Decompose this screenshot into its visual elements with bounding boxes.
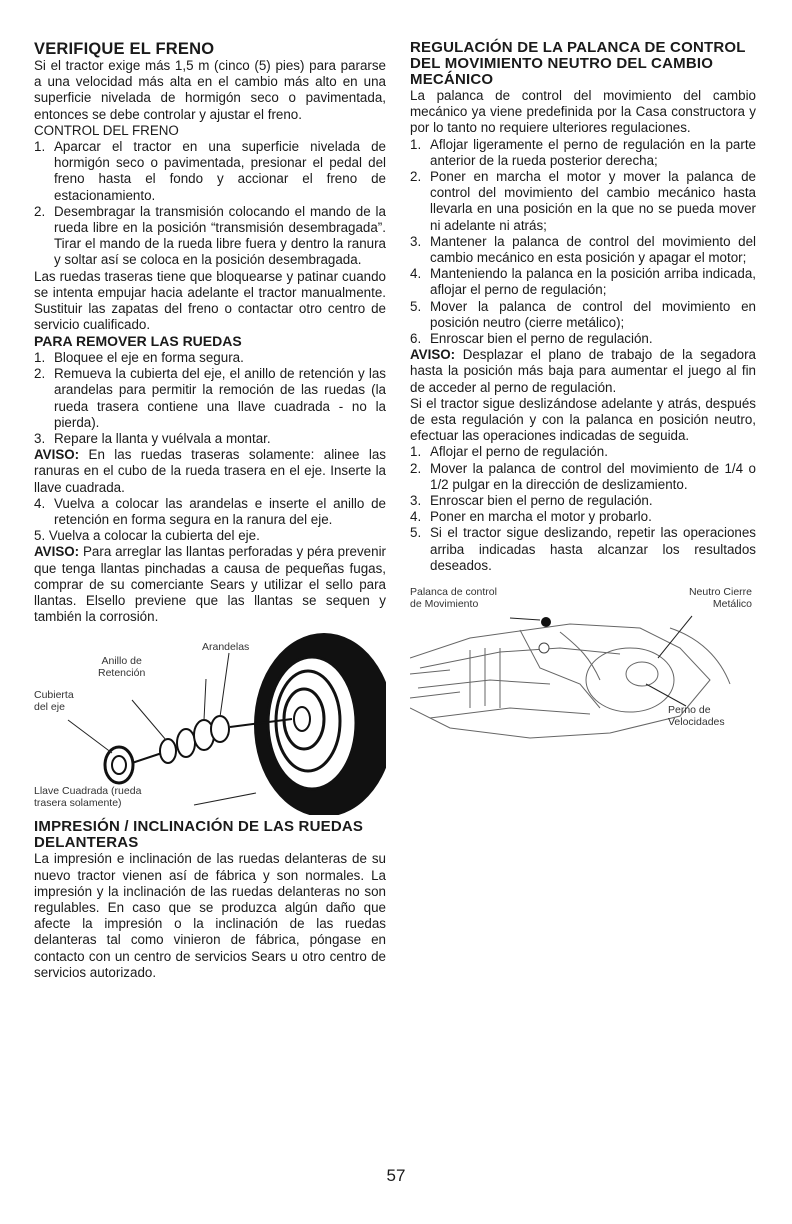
label-anillo-retencion: Anillo de Retención — [98, 655, 146, 680]
remover-step-number: 3. — [34, 430, 46, 446]
regulacion-step2-text: Mover la palanca de control del movimiento de 1/4 o 1/2 pulgar en la dirección de deslizamiento. — [430, 460, 756, 492]
control-step-text: Aparcar el tractor en una superficie nivelada de hormigón seco o pavimentada, presionar el pedal del freno hasta el fondo y accionar el freno de estacionamiento. — [54, 139, 386, 203]
freno-intro: Si el tractor exige más 1,5 m (cinco (5) pies) para pararse a una velocidad más alta en el cambio más alto en una superficie nivelada de hormigón seco o pavimentada, entonces se debe controlar y ajustar el freno. — [34, 58, 386, 122]
control-steps-list — [34, 139, 386, 269]
label-neutro-cierre: Neutro Cierre Metálico — [688, 586, 752, 611]
tire-illustration — [254, 633, 386, 815]
regulacion-step2-number: 1. — [410, 444, 422, 460]
page-number: 57 — [386, 1166, 406, 1185]
control-step-item — [34, 204, 386, 269]
aviso-1 — [34, 447, 386, 496]
remover-step-4-text: Vuelva a colocar las arandelas e inserte el anillo de retención en forma segura en la ranura del eje. — [54, 495, 386, 527]
regulacion-steps2-list — [410, 444, 756, 574]
regulacion-step2-text: Si el tractor sigue deslizando, repetir las operaciones arriba indicadas hasta alcanzar los resultados deseados. — [430, 525, 756, 573]
regulacion-step-text: Poner en marcha el motor y mover la palanca de control del movimiento del cambio mecánico hasta llevarla en una posición en la que no se pueda mover ni adelante ni atrás; — [430, 169, 756, 233]
regulacion-step2-number: 3. — [410, 493, 422, 509]
regulacion-followup: Si el tractor sigue deslizándose adelante y atrás, después de esta regulación y con la palanca en posición neutro, efectuar las operaciones indicadas de seguida. — [410, 395, 756, 444]
control-step-number: 2. — [34, 203, 46, 219]
regulacion-step2-text: Aflojar el perno de regulación. — [430, 444, 608, 460]
label-arandelas: Arandelas — [202, 641, 250, 654]
regulacion-step2-item — [410, 444, 756, 460]
aviso-1-label: AVISO: — [34, 447, 80, 463]
regulacion-step-text: Enroscar bien el perno de regulación. — [430, 331, 653, 347]
lever-figure — [410, 588, 756, 748]
control-step-number: 1. — [34, 139, 46, 155]
regulacion-steps-list — [410, 137, 756, 348]
remover-step-number: 2. — [34, 366, 46, 382]
aviso-2-text: Para arreglar las llantas perforadas y péra prevenir que tenga llantas pinchadas a causa de pequeñas fugas, comprar de su comerciante Sears y utilizar el sello para llantas. Elsello previene que las llantas se sequen y también la corrosión. — [34, 544, 386, 625]
remover-step-text: Bloquee el eje en forma segura. — [54, 349, 244, 365]
leader-lines — [510, 616, 692, 706]
regulacion-step-number: 4. — [410, 266, 422, 282]
regulacion-step-number: 3. — [410, 233, 422, 249]
remover-step-item — [34, 431, 386, 447]
regulacion-intro: La palanca de control del movimiento del cambio mecánico ya viene predefinida por la Casa constructora y por lo tanto no requiere ulteriores regulaciones. — [410, 88, 756, 136]
aviso-3 — [410, 347, 756, 396]
remover-title: PARA REMOVER LAS RUEDAS — [34, 333, 242, 350]
label-cubierta-eje: Cubierta del eje — [34, 689, 74, 714]
regulacion-step-item — [410, 137, 756, 169]
remover-step-text: Repare la llanta y vuélvala a montar. — [54, 430, 271, 446]
regulacion-step2-number: 5. — [410, 525, 422, 541]
control-step-text: Desembragar la transmisión colocando el mando de la rueda libre en la posición “transmisión desembragada”. Tirar el mando de la rueda libre fuera y dentro la ranura y soltar así se coloca en la posición desembragada. — [54, 203, 386, 268]
remover-steps-list — [34, 350, 386, 447]
remover-step-4-number: 4. — [34, 495, 46, 511]
label-llave-cuadrada: Llave Cuadrada (rueda trasera solamente) — [34, 785, 142, 810]
wheel-figure — [34, 625, 386, 815]
aviso-3-label: AVISO: — [410, 347, 456, 363]
regulacion-step-item — [410, 169, 756, 234]
impresion-text: La impresión e inclinación de las ruedas delanteras de su nuevo tractor vienen así de fábrica y son normales. La impresión y la inclinación de las ruedas delanteras no son regulables. En caso que se produzca algún daño que afecte la impresión o la inclinación de las ruedas delanteras tal como vinieron de fábrica, póngase en contacto con un centro de servicios Sears u otro centro de servicios autorizado. — [34, 851, 386, 980]
remover-step-text: Remueva la cubierta del eje, el anillo de retención y las arandelas para permitir la remoción de las ruedas (la rueda trasera contiene una llave cuadrada - no la pierda). — [54, 366, 386, 430]
regulacion-step-number: 6. — [410, 331, 422, 347]
impresion-title: IMPRESIÓN / INCLINACIÓN DE LAS RUEDAS DELANTERAS — [34, 818, 364, 852]
freno-title: VERIFIQUE EL FRENO — [34, 40, 215, 58]
control-title: CONTROL DEL FRENO — [34, 122, 179, 138]
regulacion-step-number: 2. — [410, 169, 422, 185]
regulacion-step-item — [410, 331, 756, 347]
regulacion-step2-item — [410, 525, 756, 574]
control-step-item — [34, 139, 386, 204]
right-column — [410, 40, 756, 748]
regulacion-step2-item — [410, 493, 756, 509]
regulacion-step-text: Mover la palanca de control del movimiento en posición neutro (cierre metálico); — [430, 298, 756, 330]
lever-knob — [541, 617, 551, 627]
regulacion-step2-text: Poner en marcha el motor y probarlo. — [430, 509, 652, 525]
regulacion-step-text: Mantener la palanca de control del movimiento del cambio mecánico en esta posición y apagar el motor; — [430, 233, 756, 266]
regulacion-step-item — [410, 234, 756, 266]
regulacion-title: REGULACIÓN DE LA PALANCA DE CONTROL DEL MOVIMIENTO NEUTRO DEL CAMBIO MECÁNICO — [410, 39, 746, 88]
regulacion-step2-number: 4. — [410, 509, 422, 525]
regulacion-step-item — [410, 266, 756, 298]
label-perno-velocidades: Perno de Velocidades — [668, 704, 725, 729]
remover-step-5: 5. Vuelva a colocar la cubierta del eje. — [34, 528, 260, 544]
regulacion-step-number: 5. — [410, 298, 422, 314]
label-palanca-control: Palanca de control de Movimiento — [410, 586, 497, 611]
regulacion-step2-item — [410, 461, 756, 493]
aviso-3-text: Desplazar el plano de trabajo de la segadora hasta la posición más baja para aumentar el juego al fin de acceder al perno de regulación. — [410, 347, 756, 395]
remover-step-item — [34, 350, 386, 366]
regulacion-step2-item — [410, 509, 756, 525]
left-column — [34, 40, 386, 981]
regulacion-step-item — [410, 299, 756, 331]
ruedas-note: Las ruedas traseras tiene que bloquearse y patinar cuando se intenta empujar hacia adelante el tractor manualmente. Sustituir las zapatas del freno o contactar otro centro de servicio cualificado. — [34, 268, 386, 333]
aviso-2-label: AVISO: — [34, 544, 80, 560]
regulacion-step-text: Manteniendo la palanca en la posición arriba indicada, aflojar el perno de regulación; — [430, 266, 756, 298]
aviso-2 — [34, 544, 386, 625]
aviso-1-text: En las ruedas traseras solamente: alinee las ranuras en el cubo de la rueda trasera en el eje. Inserte la llave cuadrada. — [34, 447, 386, 495]
regulacion-step-text: Aflojar ligeramente el perno de regulación en la parte anterior de la rueda posterior derecha; — [430, 136, 756, 168]
remover-step-number: 1. — [34, 349, 46, 365]
regulacion-step-number: 1. — [410, 136, 422, 152]
regulacion-step2-number: 2. — [410, 460, 422, 476]
regulacion-step2-text: Enroscar bien el perno de regulación. — [430, 493, 653, 509]
remover-step-4 — [34, 496, 386, 528]
remover-step-item — [34, 366, 386, 431]
